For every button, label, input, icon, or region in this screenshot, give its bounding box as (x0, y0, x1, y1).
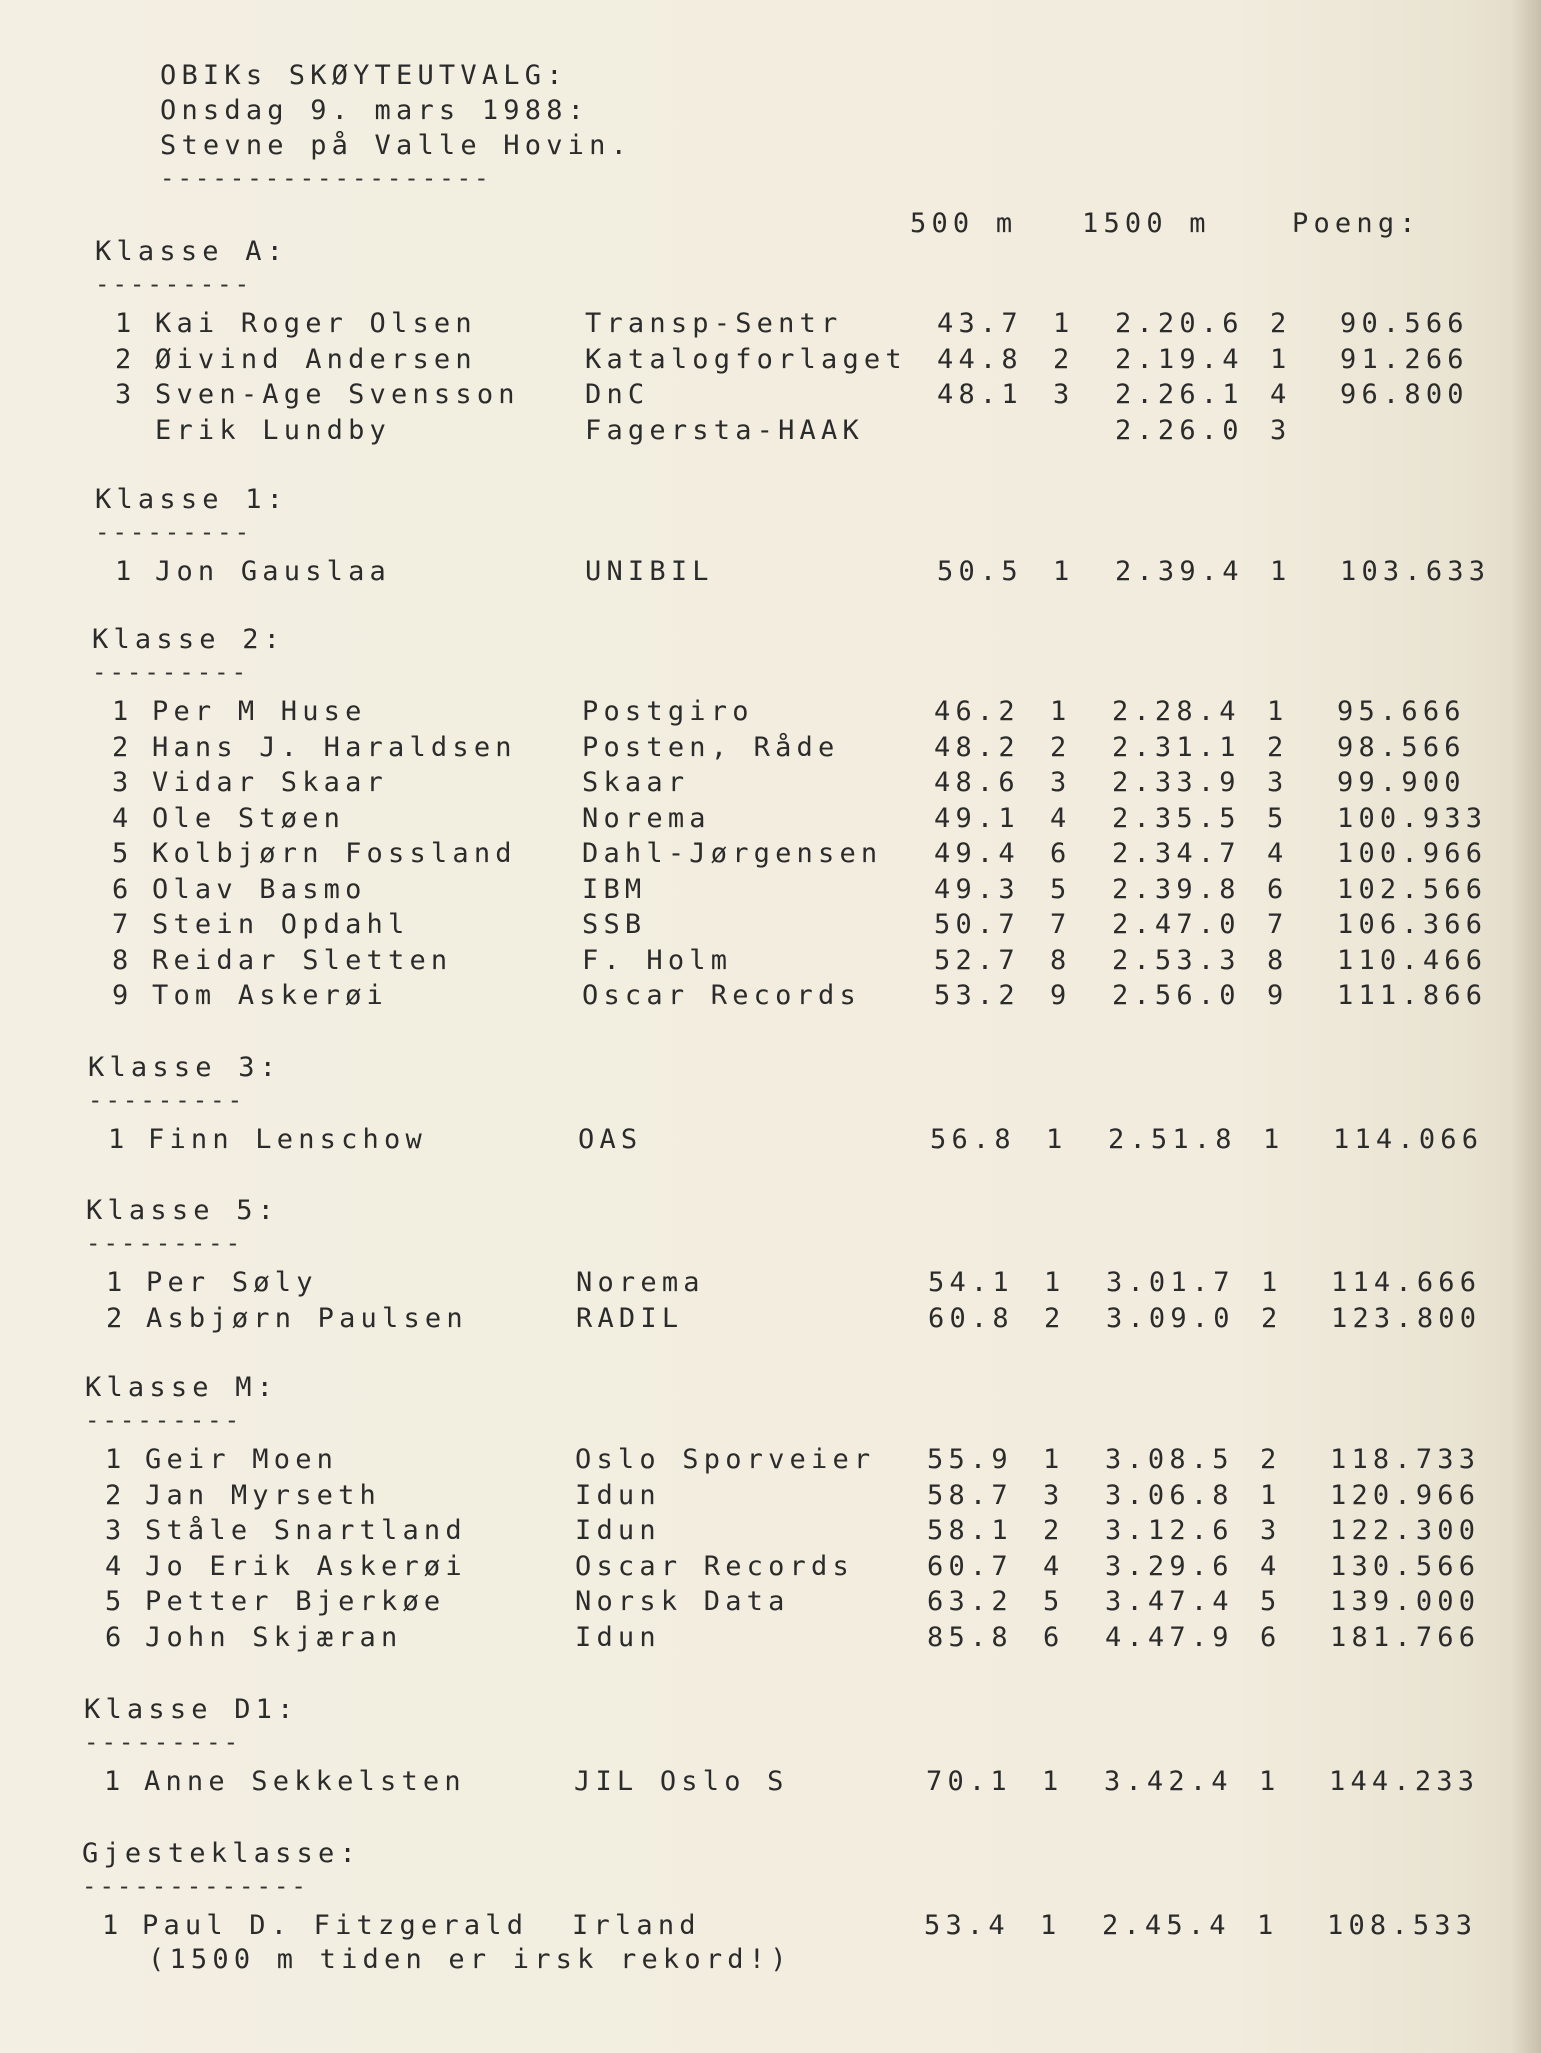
result-row (112, 945, 1512, 981)
paper-edge-shadow (1511, 0, 1541, 2053)
doc-title: OBIKs SKØYTEUTVALG: (160, 60, 568, 91)
rank-1500m: 6 (1260, 1621, 1282, 1653)
points-total: 106.366 (1337, 909, 1488, 940)
skater-name: Erik Lundby (155, 414, 392, 446)
time-1500m: 2.35.5 (1112, 802, 1241, 834)
time-500m: 50.7 (934, 909, 1020, 940)
skater-name: Jan Myrseth (145, 1479, 382, 1511)
rank-1500m: 1 (1267, 696, 1289, 727)
skater-name: Olav Basmo (152, 873, 367, 905)
doc-venue: Stevne på Valle Hovin. (160, 130, 633, 161)
rank-number: 1 (108, 1124, 130, 1155)
rank-1500m: 1 (1270, 343, 1292, 375)
result-row (106, 1303, 1506, 1339)
rank-500m: 1 (1042, 1766, 1064, 1797)
rank-number: 1 (115, 308, 137, 339)
result-row (115, 556, 1515, 592)
record-note: (1500 m tiden er irsk rekord!) (148, 1944, 792, 1975)
rank-1500m: 6 (1267, 873, 1289, 905)
result-row (105, 1444, 1505, 1480)
time-1500m: 3.01.7 (1106, 1267, 1235, 1298)
time-500m: 58.1 (927, 1515, 1013, 1546)
time-1500m: 4.47.9 (1105, 1621, 1234, 1653)
rank-number: 4 (112, 802, 134, 834)
time-500m: 46.2 (934, 696, 1020, 727)
rank-number: 2 (106, 1302, 128, 1334)
time-1500m: 3.12.6 (1105, 1515, 1234, 1546)
rank-500m: 6 (1050, 838, 1072, 869)
rank-number: 1 (104, 1766, 126, 1797)
result-row (112, 732, 1512, 768)
skater-name: Jon Gauslaa (155, 556, 392, 587)
result-row (105, 1586, 1505, 1622)
rank-500m: 1 (1053, 556, 1075, 587)
club-name: Irland (572, 1910, 701, 1941)
rank-1500m: 3 (1267, 767, 1289, 798)
rank-1500m: 3 (1260, 1515, 1282, 1546)
time-1500m: 2.47.0 (1112, 909, 1241, 940)
time-500m: 44.8 (937, 343, 1023, 375)
skater-name: Per M Huse (152, 696, 367, 727)
skater-name: Tom Askerøi (152, 980, 389, 1011)
time-500m: 48.6 (934, 767, 1020, 798)
rank-number: 3 (115, 379, 137, 410)
rank-500m: 4 (1043, 1550, 1065, 1582)
time-500m: 48.1 (937, 379, 1023, 410)
time-500m: 56.8 (930, 1124, 1016, 1155)
skater-name: Per Søly (146, 1267, 318, 1298)
class-rule: --------- (84, 1728, 242, 1756)
time-500m: 49.1 (934, 802, 1020, 834)
rank-1500m: 2 (1261, 1302, 1283, 1334)
class-rule: --------- (85, 1406, 243, 1434)
rank-500m: 1 (1053, 308, 1075, 339)
club-name: SSB (582, 909, 647, 940)
skater-name: Reidar Sletten (152, 944, 453, 976)
time-500m: 53.2 (934, 980, 1020, 1011)
rank-number: 3 (105, 1515, 127, 1546)
rank-500m: 3 (1050, 767, 1072, 798)
points-total: 130.566 (1330, 1550, 1481, 1582)
class-rule: --------- (92, 658, 250, 686)
title-rule: ------------------- (160, 164, 492, 192)
rank-500m: 1 (1044, 1267, 1066, 1298)
time-1500m: 3.29.6 (1105, 1550, 1234, 1582)
points-total: 114.666 (1331, 1267, 1482, 1298)
rank-1500m: 2 (1260, 1444, 1282, 1475)
points-total: 118.733 (1330, 1444, 1481, 1475)
rank-number: 1 (102, 1910, 124, 1941)
class-rule: ------------- (82, 1872, 309, 1900)
rank-500m: 2 (1050, 731, 1072, 763)
rank-500m: 1 (1050, 696, 1072, 727)
rank-number: 1 (112, 696, 134, 727)
club-name: Idun (575, 1479, 661, 1511)
rank-500m: 2 (1053, 343, 1075, 375)
points-total: 144.233 (1329, 1766, 1480, 1797)
class-rule: --------- (86, 1229, 244, 1257)
time-500m: 49.3 (934, 873, 1020, 905)
class-title: Klasse 3: (88, 1052, 282, 1083)
result-row (112, 767, 1512, 803)
skater-name: Anne Sekkelsten (144, 1766, 466, 1797)
time-500m: 55.9 (927, 1444, 1013, 1475)
rank-number: 1 (105, 1444, 127, 1475)
time-500m: 52.7 (934, 944, 1020, 976)
rank-1500m: 1 (1263, 1124, 1285, 1155)
rank-500m: 6 (1043, 1621, 1065, 1653)
points-total: 122.300 (1330, 1515, 1481, 1546)
doc-date: Onsdag 9. mars 1988: (160, 95, 590, 126)
time-1500m: 3.09.0 (1106, 1302, 1235, 1334)
club-name: Oscar Records (582, 980, 861, 1011)
club-name: Norsk Data (575, 1586, 790, 1617)
result-row (115, 308, 1515, 344)
points-total: 111.866 (1337, 980, 1488, 1011)
club-name: IBM (582, 873, 647, 905)
class-title: Klasse 5: (86, 1195, 280, 1226)
class-title: Klasse M: (85, 1372, 279, 1403)
club-name: Skaar (582, 767, 690, 798)
club-name: DnC (585, 379, 650, 410)
result-row (104, 1766, 1504, 1802)
points-total: 96.800 (1340, 379, 1469, 410)
skater-name: Geir Moen (145, 1444, 339, 1475)
time-1500m: 3.42.4 (1104, 1766, 1233, 1797)
skater-name: Sven-Age Svensson (155, 379, 520, 410)
result-row (105, 1622, 1505, 1658)
rank-500m: 7 (1050, 909, 1072, 940)
col-header-1500: 1500 m (1082, 208, 1211, 239)
time-1500m: 2.39.4 (1115, 556, 1244, 587)
club-name: RADIL (576, 1302, 684, 1334)
class-rule: --------- (95, 518, 253, 546)
rank-1500m: 5 (1267, 802, 1289, 834)
time-1500m: 2.33.9 (1112, 767, 1241, 798)
points-total: 110.466 (1337, 944, 1488, 976)
time-500m: 54.1 (928, 1267, 1014, 1298)
club-name: Idun (575, 1621, 661, 1653)
points-total: 123.800 (1331, 1302, 1482, 1334)
rank-number: 6 (105, 1621, 127, 1653)
time-1500m: 2.45.4 (1102, 1910, 1231, 1941)
time-1500m: 2.26.0 (1115, 414, 1244, 446)
skater-name: Vidar Skaar (152, 767, 389, 798)
points-total: 102.566 (1337, 873, 1488, 905)
time-1500m: 3.47.4 (1105, 1586, 1234, 1617)
rank-1500m: 4 (1260, 1550, 1282, 1582)
rank-number: 5 (105, 1586, 127, 1617)
time-1500m: 2.28.4 (1112, 696, 1241, 727)
time-1500m: 2.19.4 (1115, 343, 1244, 375)
rank-1500m: 8 (1267, 944, 1289, 976)
rank-500m: 5 (1043, 1586, 1065, 1617)
points-total: 100.933 (1337, 802, 1488, 834)
rank-number: 8 (112, 944, 134, 976)
rank-number: 9 (112, 980, 134, 1011)
result-row (105, 1480, 1505, 1516)
result-row (112, 980, 1512, 1016)
rank-number: 1 (106, 1267, 128, 1298)
class-title: Klasse D1: (84, 1694, 299, 1725)
club-name: Transp-Sentr (585, 308, 843, 339)
time-1500m: 2.56.0 (1112, 980, 1241, 1011)
points-total: 181.766 (1330, 1621, 1481, 1653)
time-500m: 60.7 (927, 1550, 1013, 1582)
result-row (108, 1124, 1508, 1160)
points-total: 108.533 (1327, 1910, 1478, 1941)
rank-500m: 2 (1044, 1302, 1066, 1334)
points-total: 100.966 (1337, 838, 1488, 869)
rank-1500m: 1 (1259, 1766, 1281, 1797)
result-row (105, 1551, 1505, 1587)
skater-name: Finn Lenschow (148, 1124, 427, 1155)
club-name: Postgiro (582, 696, 754, 727)
result-row (112, 696, 1512, 732)
result-row (115, 379, 1515, 415)
club-name: Oslo Sporveier (575, 1444, 876, 1475)
time-500m: 60.8 (928, 1302, 1014, 1334)
time-1500m: 2.20.6 (1115, 308, 1244, 339)
skater-name: Hans J. Haraldsen (152, 731, 517, 763)
club-name: Fagersta-HAAK (585, 414, 864, 446)
rank-1500m: 4 (1270, 379, 1292, 410)
points-total: 139.000 (1330, 1586, 1481, 1617)
skater-name: Paul D. Fitzgerald (142, 1910, 529, 1941)
rank-number: 1 (115, 556, 137, 587)
rank-1500m: 2 (1270, 308, 1292, 339)
class-title: Gjesteklasse: (82, 1838, 361, 1869)
time-1500m: 3.06.8 (1105, 1479, 1234, 1511)
class-rule: --------- (95, 270, 253, 298)
result-row (115, 415, 1515, 451)
result-row (105, 1515, 1505, 1551)
skater-name: Ståle Snartland (145, 1515, 467, 1546)
rank-1500m: 2 (1267, 731, 1289, 763)
rank-1500m: 4 (1267, 838, 1289, 869)
result-row (112, 909, 1512, 945)
club-name: Oscar Records (575, 1550, 854, 1582)
rank-number: 6 (112, 873, 134, 905)
skater-name: Stein Opdahl (152, 909, 410, 940)
rank-500m: 1 (1043, 1444, 1065, 1475)
points-total: 95.666 (1337, 696, 1466, 727)
points-total: 99.900 (1337, 767, 1466, 798)
rank-1500m: 5 (1260, 1586, 1282, 1617)
club-name: Katalogforlaget (585, 343, 907, 375)
skater-name: Jo Erik Askerøi (145, 1550, 467, 1582)
class-title: Klasse 2: (92, 624, 286, 655)
skater-name: Petter Bjerkøe (145, 1586, 446, 1617)
club-name: Posten, Råde (582, 731, 840, 763)
time-500m: 70.1 (926, 1766, 1012, 1797)
club-name: JIL Oslo S (574, 1766, 789, 1797)
rank-number: 3 (112, 767, 134, 798)
skater-name: Asbjørn Paulsen (146, 1302, 468, 1334)
skater-name: John Skjæran (145, 1621, 403, 1653)
club-name: OAS (578, 1124, 643, 1155)
time-1500m: 2.26.1 (1115, 379, 1244, 410)
time-500m: 63.2 (927, 1586, 1013, 1617)
time-500m: 49.4 (934, 838, 1020, 869)
time-500m: 50.5 (937, 556, 1023, 587)
rank-1500m: 3 (1270, 414, 1292, 446)
time-500m: 43.7 (937, 308, 1023, 339)
time-500m: 53.4 (924, 1910, 1010, 1941)
result-row (112, 803, 1512, 839)
rank-500m: 3 (1043, 1479, 1065, 1511)
rank-1500m: 1 (1261, 1267, 1283, 1298)
rank-500m: 1 (1046, 1124, 1068, 1155)
club-name: Norema (576, 1267, 705, 1298)
points-total: 120.966 (1330, 1479, 1481, 1511)
points-total: 114.066 (1333, 1124, 1484, 1155)
time-1500m: 2.51.8 (1108, 1124, 1237, 1155)
rank-500m: 5 (1050, 873, 1072, 905)
rank-1500m: 1 (1270, 556, 1292, 587)
rank-number: 2 (112, 731, 134, 763)
time-1500m: 2.53.3 (1112, 944, 1241, 976)
points-total: 98.566 (1337, 731, 1466, 763)
club-name: Idun (575, 1515, 661, 1546)
points-total: 91.266 (1340, 343, 1469, 375)
col-header-points: Poeng: (1292, 208, 1421, 239)
points-total: 103.633 (1340, 556, 1491, 587)
rank-1500m: 1 (1260, 1479, 1282, 1511)
rank-1500m: 1 (1257, 1910, 1279, 1941)
points-total: 90.566 (1340, 308, 1469, 339)
skater-name: Kai Roger Olsen (155, 308, 477, 339)
rank-number: 4 (105, 1550, 127, 1582)
rank-500m: 3 (1053, 379, 1075, 410)
rank-number: 7 (112, 909, 134, 940)
class-title: Klasse A: (95, 236, 289, 267)
rank-500m: 8 (1050, 944, 1072, 976)
skater-name: Ole Støen (152, 802, 346, 834)
rank-number: 2 (105, 1479, 127, 1511)
result-row (112, 838, 1512, 874)
rank-500m: 4 (1050, 802, 1072, 834)
rank-1500m: 9 (1267, 980, 1289, 1011)
rank-500m: 2 (1043, 1515, 1065, 1546)
time-1500m: 2.39.8 (1112, 873, 1241, 905)
skater-name: Øivind Andersen (155, 343, 477, 375)
class-rule: --------- (88, 1086, 246, 1114)
time-1500m: 2.31.1 (1112, 731, 1241, 763)
rank-500m: 9 (1050, 980, 1072, 1011)
rank-number: 5 (112, 838, 134, 869)
rank-500m: 1 (1040, 1910, 1062, 1941)
club-name: Norema (582, 802, 711, 834)
time-500m: 48.2 (934, 731, 1020, 763)
club-name: Dahl-Jørgensen (582, 838, 883, 869)
club-name: UNIBIL (585, 556, 714, 587)
class-title: Klasse 1: (95, 484, 289, 515)
time-500m: 58.7 (927, 1479, 1013, 1511)
club-name: F. Holm (582, 944, 733, 976)
result-row (102, 1910, 1502, 1946)
result-row (115, 344, 1515, 380)
time-500m: 85.8 (927, 1621, 1013, 1653)
skater-name: Kolbjørn Fossland (152, 838, 517, 869)
col-header-500: 500 m (910, 208, 1018, 239)
result-row (112, 874, 1512, 910)
result-row (106, 1267, 1506, 1303)
time-1500m: 3.08.5 (1105, 1444, 1234, 1475)
rank-1500m: 7 (1267, 909, 1289, 940)
time-1500m: 2.34.7 (1112, 838, 1241, 869)
rank-number: 2 (115, 343, 137, 375)
